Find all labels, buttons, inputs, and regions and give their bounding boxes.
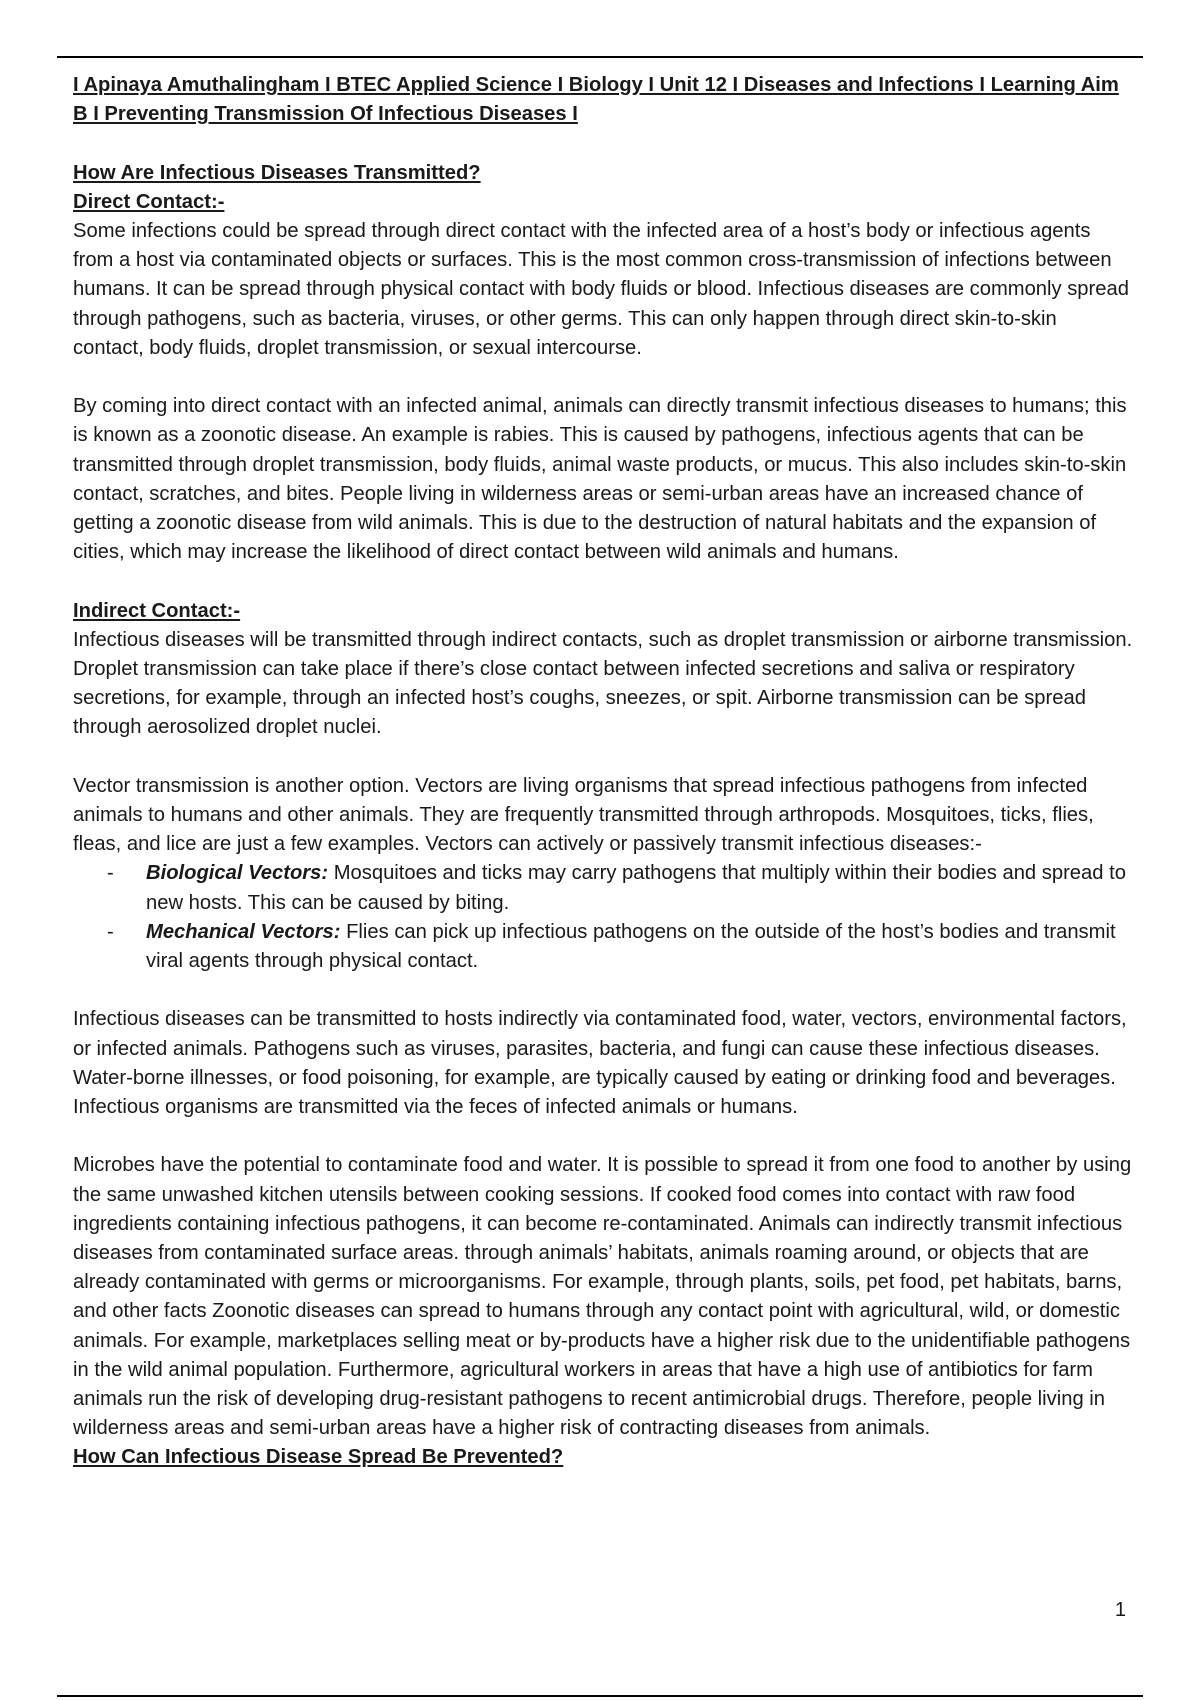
- subheading-indirect-contact: Indirect Contact:-: [73, 599, 241, 622]
- term-biological-vectors: Biological Vectors:: [146, 862, 329, 885]
- list-bullet: -: [107, 862, 114, 885]
- subheading-direct-contact: Direct Contact:-: [73, 190, 225, 213]
- paragraph-indirect-3: Microbes have the potential to contaminate food and water. It is possible to spread it from one food to another by using the same unwashed kitchen utensils between cooking sessions. If cooked food comes into contact with raw food ingredients containing infectious pathogens, it can become re-contaminated. Animals can indirectly transmit infectious diseases from contaminated surface areas. through animals’ habitats, animals roaming around, or objects that are already contaminated with germs or microorganisms. For example, through plants, soils, pet food, pet habitats, barns, and other facts Zoonotic diseases can spread to humans through any contact point with agricultural, wild, or domestic animals. For example, marketplaces selling meat or by-products have a higher risk due to the unidentifiable pathogens in the wild animal population. Furthermore, agricultural workers in areas that have a high use of antibiotics for farm animals run the risk of developing drug-resistant pathogens to recent antimicrobial drugs. Therefore, people living in wilderness areas and semi-urban areas have a higher risk of contracting diseases from animals.: [73, 1154, 1132, 1440]
- description-biological-vectors: Mosquitoes and ticks may carry pathogens that multiply within their bodies and spread to new hosts. This can be caused by biting.: [146, 862, 1126, 914]
- paragraph-indirect-1: Infectious diseases will be transmitted through indirect contacts, such as droplet transmission or airborne transmission. Droplet transmission can take place if there’s close contact between infected secretions and saliva or respiratory secretions, for example, through an infected host’s coughs, sneezes, or spit. Airborne transmission can be spread through aerosolized droplet nuclei.: [73, 628, 1133, 739]
- top-rule: [57, 56, 1143, 58]
- section-heading-transmitted: How Are Infectious Diseases Transmitted?: [73, 161, 481, 184]
- spacer: [73, 1122, 1133, 1151]
- spacer: [73, 976, 1133, 1005]
- section-heading-prevention: How Can Infectious Disease Spread Be Prevented?: [73, 1446, 564, 1469]
- paragraph-vector-transmission: Vector transmission is another option. Vectors are living organisms that spread infectious pathogens from infected animals to humans and other animals. They are frequently transmitted through arthropods. Mosquitoes, ticks, flies, fleas, and lice are just a few examples. Vectors can actively or passively transmit infectious diseases:-: [73, 774, 1094, 856]
- spacer: [73, 743, 1133, 772]
- spacer: [73, 567, 1133, 596]
- list-item-mechanical-vectors: [73, 918, 1133, 976]
- list-item-biological-vectors: [73, 859, 1133, 917]
- vector-list: [73, 859, 1133, 976]
- spacer: [73, 363, 1133, 392]
- paragraph-indirect-2: Infectious diseases can be transmitted to hosts indirectly via contaminated food, water, vectors, environmental factors, or infected animals. Pathogens such as viruses, parasites, bacteria, and fungi can cause these infectious diseases. Water-borne illnesses, or food poisoning, for example, are typically caused by eating or drinking food and beverages. Infectious organisms are transmitted via the feces of infected animals or humans.: [73, 1008, 1127, 1119]
- document-title: I Apinaya Amuthalingham I BTEC Applied Science I Biology I Unit 12 I Diseases and Infections I Learning Aim B I Preventing Transmission Of Infectious Diseases I: [73, 74, 1119, 126]
- term-mechanical-vectors: Mechanical Vectors:: [146, 920, 341, 943]
- paragraph-direct-2: By coming into direct contact with an infected animal, animals can directly transmit infectious diseases to humans; this is known as a zoonotic disease. An example is rabies. This is caused by pathogens, infectious agents that can be transmitted through droplet transmission, body fluids, animal waste products, or mucus. This also includes skin-to-skin contact, scratches, and bites. People living in wilderness areas or semi-urban areas have an increased chance of getting a zoonotic disease from wild animals. This is due to the destruction of natural habitats and the expansion of cities, which may increase the likelihood of direct contact between wild animals and humans.: [73, 395, 1127, 564]
- spacer: [73, 129, 1133, 158]
- document-body: [73, 71, 1133, 1473]
- page-number: 1: [1114, 1599, 1126, 1621]
- list-bullet: -: [107, 920, 114, 943]
- paragraph-direct-1: Some infections could be spread through direct contact with the infected area of a host’s body or infectious agents from a host via contaminated objects or surfaces. This is the most common cross-transmission of infections between humans. It can be spread through physical contact with body fluids or blood. Infectious diseases are commonly spread through pathogens, such as bacteria, viruses, or other germs. This can only happen through direct skin-to-skin contact, body fluids, droplet transmission, or sexual intercourse.: [73, 220, 1129, 359]
- description-mechanical-vectors: Flies can pick up infectious pathogens on the outside of the host’s bodies and transmit viral agents through physical contact.: [146, 920, 1116, 973]
- bottom-rule: [57, 1695, 1143, 1697]
